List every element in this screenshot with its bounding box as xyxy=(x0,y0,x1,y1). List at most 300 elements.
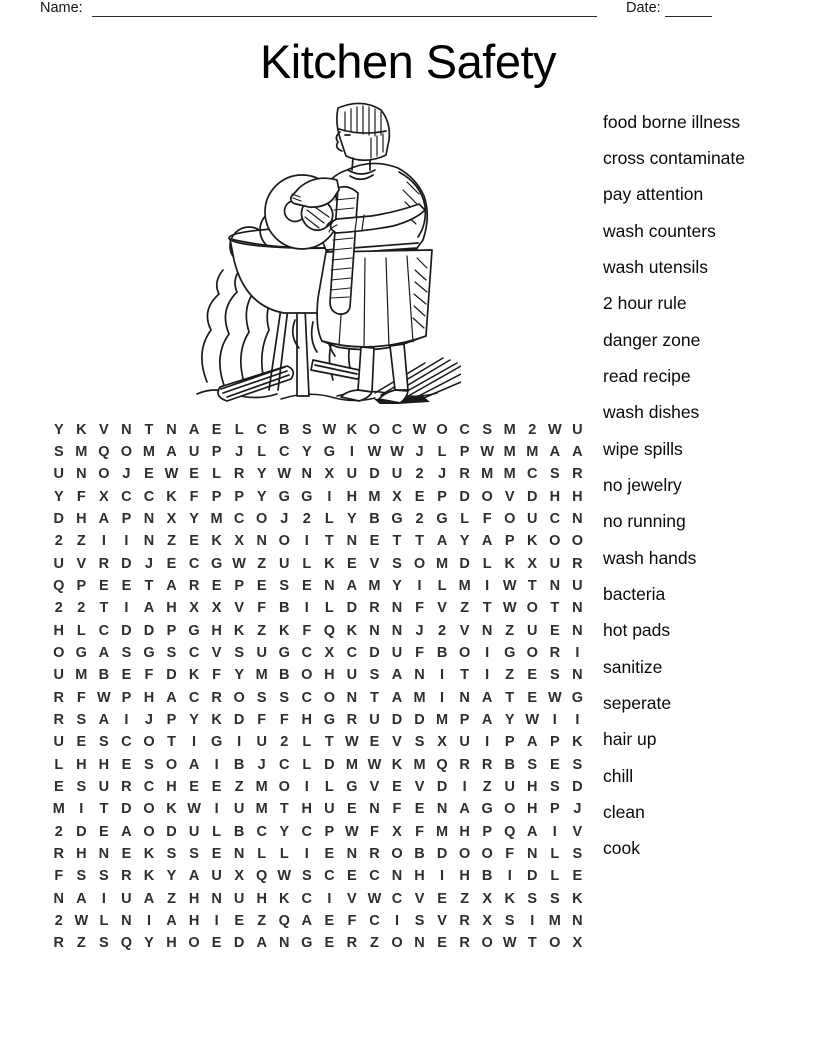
grid-cell: M xyxy=(526,443,539,460)
grid-cell: D xyxy=(391,711,403,728)
grid-cell: V xyxy=(414,890,425,907)
grid-cell: M xyxy=(75,667,88,684)
grid-cell: 2 xyxy=(415,466,424,483)
grid-cell: E xyxy=(121,756,132,773)
grid-cell: M xyxy=(503,466,516,483)
grid-cell: G xyxy=(278,488,290,505)
grid-cell: M xyxy=(368,488,381,505)
grid-cell: H xyxy=(76,845,87,862)
word-list-item: clean xyxy=(603,801,645,822)
grid-cell: A xyxy=(391,689,403,706)
grid-cell: H xyxy=(414,868,425,885)
grid-cell: M xyxy=(345,756,358,773)
grid-cell: N xyxy=(346,845,358,862)
grid-cell: U xyxy=(53,466,65,483)
grid-cell: Z xyxy=(257,555,267,572)
grid-cell: U xyxy=(324,801,335,818)
grid-cell: X xyxy=(99,488,109,505)
grid-cell: F xyxy=(279,711,289,728)
grid-cell: L xyxy=(302,734,312,751)
word-list-item: chill xyxy=(603,765,634,786)
grid-cell: K xyxy=(233,622,245,639)
grid-row xyxy=(48,843,589,865)
grid-cell: R xyxy=(459,912,470,929)
grid-cell: A xyxy=(481,689,493,706)
grid-cell: F xyxy=(347,912,357,929)
grid-cell: L xyxy=(54,756,64,773)
grid-cell: N xyxy=(301,466,313,483)
grid-cell: N xyxy=(527,845,538,862)
grid-cell: E xyxy=(414,801,425,818)
grid-cell: W xyxy=(97,689,111,706)
grid-row xyxy=(48,419,589,441)
grid-cell: O xyxy=(188,935,200,952)
grid-cell: A xyxy=(98,711,110,728)
grid-cell: S xyxy=(99,935,109,952)
grid-cell: L xyxy=(437,443,447,460)
grid-cell: Q xyxy=(436,756,448,773)
grid-cell: K xyxy=(188,667,200,684)
grid-cell: N xyxy=(143,533,155,550)
grid-cell: D xyxy=(324,756,335,773)
grid-cell: 2 xyxy=(77,600,86,617)
grid-cell: A xyxy=(572,443,583,460)
grid-row xyxy=(48,619,589,641)
grid-cell: X xyxy=(482,912,492,929)
grid-cell: U xyxy=(98,778,110,795)
grid-cell: T xyxy=(527,577,537,594)
grid-cell: S xyxy=(76,711,87,728)
grid-row xyxy=(48,731,589,753)
grid-cell: P xyxy=(549,801,560,818)
grid-cell: V xyxy=(211,644,222,661)
grid-cell: E xyxy=(369,734,380,751)
grid-cell: D xyxy=(459,488,470,505)
grid-cell: Q xyxy=(278,912,290,929)
grid-cell: V xyxy=(347,890,357,907)
grid-cell: S xyxy=(527,756,538,773)
grid-cell: U xyxy=(572,421,583,438)
grid-cell: J xyxy=(438,466,447,483)
grid-cell: C xyxy=(121,488,132,505)
grid-cell: R xyxy=(53,845,65,862)
grid-cell: I xyxy=(485,667,490,684)
grid-cell: F xyxy=(54,868,64,885)
grid-cell: Y xyxy=(256,466,267,483)
grid-cell: O xyxy=(143,734,155,751)
grid-cell: 2 xyxy=(54,912,63,929)
grid-cell: X xyxy=(234,868,244,885)
grid-cell: T xyxy=(550,600,560,617)
grid-cell: A xyxy=(98,510,110,527)
grid-cell: A xyxy=(527,734,538,751)
grid-cell: H xyxy=(459,823,470,840)
grid-cell: E xyxy=(211,778,222,795)
grid-cell: P xyxy=(166,622,177,639)
word-list-item: pay attention xyxy=(603,184,704,205)
grid-cell: I xyxy=(237,734,242,751)
word-list-item: hair up xyxy=(603,729,657,750)
grid-cell: S xyxy=(144,756,154,773)
grid-cell: X xyxy=(166,510,177,527)
grid-cell: S xyxy=(279,689,290,706)
word-list-item: seperate xyxy=(603,692,672,713)
grid-cell: H xyxy=(98,756,110,773)
grid-cell: 2 xyxy=(438,622,447,639)
grid-cell: R xyxy=(233,466,245,483)
grid-cell: H xyxy=(301,711,313,728)
grid-cell: A xyxy=(188,868,200,885)
grid-cell: W xyxy=(502,935,517,952)
grid-row xyxy=(48,753,589,775)
grid-row xyxy=(48,485,589,507)
grid-cell: Z xyxy=(76,533,86,550)
grid-cell: H xyxy=(527,801,538,818)
grid-cell: R xyxy=(481,756,493,773)
grid-cell: D xyxy=(572,778,583,795)
grid-row xyxy=(48,530,589,552)
grid-cell: A xyxy=(143,890,155,907)
grid-cell: R xyxy=(211,689,222,706)
grid-cell: L xyxy=(550,845,560,862)
grid-cell: N xyxy=(279,935,290,952)
grid-cell: L xyxy=(302,756,312,773)
grid-cell: L xyxy=(212,823,222,840)
grid-cell: E xyxy=(189,533,199,550)
grid-cell: F xyxy=(212,667,222,684)
grid-cell: P xyxy=(459,443,470,460)
grid-cell: N xyxy=(549,577,561,594)
grid-cell: S xyxy=(549,890,560,907)
grid-cell: H xyxy=(188,912,200,929)
grid-cell: K xyxy=(527,533,538,550)
grid-cell: V xyxy=(234,600,244,617)
word-list-item: wipe spills xyxy=(603,438,683,459)
word-list-item: wash dishes xyxy=(603,402,700,423)
grid-cell: P xyxy=(121,689,132,706)
grid-cell: R xyxy=(346,711,358,728)
grid-cell: I xyxy=(485,577,490,594)
grid-cell: O xyxy=(143,823,155,840)
grid-cell: N xyxy=(572,600,583,617)
grid-cell: A xyxy=(256,935,267,952)
grid-cell: Q xyxy=(53,577,65,594)
grid-cell: D xyxy=(166,667,177,684)
grid-cell: O xyxy=(278,533,290,550)
grid-cell: N xyxy=(166,421,177,438)
grid-cell: C xyxy=(279,756,290,773)
grid-cell: X xyxy=(324,644,335,661)
grid-cell: A xyxy=(527,823,538,840)
grid-cell: 2 xyxy=(302,510,311,527)
grid-cell: G xyxy=(323,443,335,460)
grid-cell: A xyxy=(481,711,493,728)
grid-cell: 2 xyxy=(280,734,289,751)
name-fill-line[interactable] xyxy=(92,0,597,17)
grid-cell: J xyxy=(122,466,131,483)
grid-cell: C xyxy=(188,555,200,572)
grid-cell: E xyxy=(53,778,64,795)
grid-cell: O xyxy=(391,935,403,952)
grid-cell: H xyxy=(572,488,583,505)
grid-cell: W xyxy=(277,466,292,483)
grid-cell: D xyxy=(414,711,425,728)
grid-cell: B xyxy=(279,667,290,684)
grid-cell: M xyxy=(503,421,516,438)
word-list-item: food borne illness xyxy=(603,111,741,132)
grid-cell: X xyxy=(324,466,335,483)
grid-cell: P xyxy=(324,823,335,840)
grid-cell: Z xyxy=(460,890,470,907)
grid-cell: S xyxy=(189,845,199,862)
grid-cell: C xyxy=(459,421,470,438)
grid-cell: Z xyxy=(370,935,379,952)
grid-cell: E xyxy=(99,577,109,594)
grid-cell: D xyxy=(143,622,155,639)
grid-cell: E xyxy=(324,912,335,929)
word-list-item: bacteria xyxy=(603,583,666,604)
grid-cell: N xyxy=(121,912,132,929)
grid-cell: B xyxy=(481,868,493,885)
word-list-item: wash utensils xyxy=(603,256,709,277)
grid-cell: V xyxy=(392,734,402,751)
grid-cell: F xyxy=(257,600,267,617)
grid-cell: N xyxy=(572,912,583,929)
grid-cell: Z xyxy=(76,935,86,952)
grid-cell: A xyxy=(391,667,403,684)
grid-cell: I xyxy=(214,756,219,773)
grid-cell: E xyxy=(99,823,109,840)
grid-cell: L xyxy=(257,845,267,862)
grid-cell: 2 xyxy=(54,533,63,550)
grid-cell: S xyxy=(504,912,515,929)
grid-cell: O xyxy=(256,510,268,527)
grid-cell: N xyxy=(572,667,583,684)
grid-cell: F xyxy=(392,801,402,818)
date-fill-line[interactable] xyxy=(665,0,712,17)
grid-cell: D xyxy=(527,488,538,505)
grid-cell: A xyxy=(166,689,177,706)
grid-cell: U xyxy=(346,466,358,483)
grid-cell: H xyxy=(166,935,177,952)
grid-cell: G xyxy=(323,711,335,728)
grid-cell: E xyxy=(211,845,222,862)
word-search-grid xyxy=(48,419,589,955)
grid-cell: H xyxy=(346,488,358,505)
grid-cell: U xyxy=(504,778,515,795)
grid-cell: I xyxy=(575,711,580,728)
grid-cell: H xyxy=(188,890,200,907)
grid-cell: K xyxy=(76,421,87,438)
grid-cell: P xyxy=(166,711,177,728)
grid-cell: P xyxy=(211,443,222,460)
grid-cell: O xyxy=(120,443,133,460)
grid-cell: U xyxy=(53,734,65,751)
grid-cell: S xyxy=(76,778,87,795)
grid-cell: O xyxy=(413,555,426,572)
grid-cell: G xyxy=(210,734,223,751)
grid-cell: D xyxy=(233,711,245,728)
grid-cell: A xyxy=(143,600,155,617)
grid-cell: P xyxy=(482,823,492,840)
grid-cell: S xyxy=(301,421,312,438)
grid-cell: N xyxy=(143,510,155,527)
grid-cell: E xyxy=(144,466,154,483)
grid-cell: D xyxy=(369,466,380,483)
grid-cell: H xyxy=(459,868,470,885)
grid-cell: X xyxy=(482,890,492,907)
grid-cell: S xyxy=(482,421,492,438)
grid-cell: C xyxy=(301,823,313,840)
grid-cell: O xyxy=(504,801,516,818)
grid-cell: E xyxy=(76,734,87,751)
grid-cell: I xyxy=(192,734,197,751)
grid-cell: I xyxy=(146,912,151,929)
grid-cell: D xyxy=(527,868,538,885)
grid-cell: T xyxy=(392,533,402,550)
word-list-item: sanitize xyxy=(603,656,663,677)
grid-cell: U xyxy=(527,622,538,639)
grid-cell: S xyxy=(234,644,244,661)
grid-cell: T xyxy=(505,689,515,706)
grid-cell: I xyxy=(440,667,445,684)
grid-cell: M xyxy=(52,801,65,818)
grid-cell: G xyxy=(504,644,516,661)
grid-cell: N xyxy=(324,577,335,594)
grid-cell: B xyxy=(369,510,380,527)
grid-cell: F xyxy=(76,689,86,706)
grid-cell: E xyxy=(392,778,402,795)
grid-cell: G xyxy=(301,935,313,952)
grid-cell: E xyxy=(189,778,199,795)
grid-cell: T xyxy=(144,421,154,438)
grid-cell: E xyxy=(121,577,132,594)
grid-cell: A xyxy=(166,577,177,594)
grid-cell: I xyxy=(124,600,129,617)
grid-cell: J xyxy=(235,443,244,460)
grid-cell: Y xyxy=(256,488,267,505)
grid-cell: O xyxy=(53,644,65,661)
grid-cell: K xyxy=(143,845,155,862)
grid-cell: C xyxy=(369,912,380,929)
grid-cell: I xyxy=(327,488,332,505)
grid-cell: K xyxy=(143,868,155,885)
grid-cell: B xyxy=(279,600,290,617)
grid-cell: E xyxy=(234,912,244,929)
word-list-item: danger zone xyxy=(603,329,701,350)
grid-cell: T xyxy=(99,801,109,818)
grid-cell: Y xyxy=(189,510,199,527)
grid-cell: I xyxy=(417,577,422,594)
grid-cell: N xyxy=(481,622,493,639)
grid-cell: W xyxy=(547,689,562,706)
grid-cell: P xyxy=(211,488,222,505)
grid-cell: U xyxy=(233,890,245,907)
grid-cell: S xyxy=(572,845,583,862)
grid-cell: Z xyxy=(505,667,515,684)
grid-cell: M xyxy=(75,443,88,460)
grid-cell: D xyxy=(53,510,65,527)
grid-cell: J xyxy=(280,510,289,527)
grid-cell: N xyxy=(53,890,65,907)
grid-cell: X xyxy=(189,600,199,617)
grid-cell: Q xyxy=(120,935,133,952)
grid-cell: S xyxy=(279,577,290,594)
grid-cell: S xyxy=(76,868,87,885)
grid-cell: O xyxy=(143,801,155,818)
grid-cell: K xyxy=(166,488,177,505)
grid-cell: N xyxy=(98,845,110,862)
grid-cell: H xyxy=(301,801,313,818)
grid-cell: O xyxy=(481,488,493,505)
grid-cell: E xyxy=(572,868,583,885)
grid-cell: S xyxy=(53,443,64,460)
grid-cell: I xyxy=(124,711,129,728)
grid-cell: U xyxy=(233,801,245,818)
grid-cell: D xyxy=(459,555,470,572)
grid-cell: J xyxy=(144,711,153,728)
grid-cell: I xyxy=(552,711,557,728)
grid-row xyxy=(48,664,589,686)
grid-cell: E xyxy=(369,533,380,550)
grid-cell: I xyxy=(507,868,512,885)
grid-cell: C xyxy=(143,778,155,795)
grid-cell: L xyxy=(482,555,492,572)
grid-row xyxy=(48,910,589,932)
grid-cell: L xyxy=(99,912,109,929)
grid-cell: Z xyxy=(234,778,244,795)
grid-cell: L xyxy=(324,778,334,795)
grid-cell: K xyxy=(391,756,403,773)
grid-cell: Z xyxy=(482,778,492,795)
grid-cell: I xyxy=(214,801,219,818)
grid-cell: G xyxy=(436,510,448,527)
grid-cell: E xyxy=(414,488,425,505)
grid-cell: O xyxy=(458,644,471,661)
grid-cell: S xyxy=(166,644,177,661)
grid-cell: J xyxy=(257,756,266,773)
grid-cell: O xyxy=(526,600,538,617)
grid-cell: S xyxy=(414,734,425,751)
grid-cell: D xyxy=(166,823,177,840)
grid-cell: R xyxy=(459,756,470,773)
grid-cell: R xyxy=(346,935,358,952)
grid-cell: D xyxy=(436,778,448,795)
grid-cell: H xyxy=(527,778,538,795)
grid-cell: X xyxy=(392,488,402,505)
grid-cell: I xyxy=(349,443,354,460)
grid-cell: O xyxy=(504,510,516,527)
grid-cell: N xyxy=(76,466,87,483)
grid-cell: S xyxy=(392,555,402,572)
grid-cell: V xyxy=(369,555,380,572)
grid-cell: K xyxy=(504,555,515,572)
grid-row xyxy=(48,642,589,664)
grid-cell: E xyxy=(121,845,132,862)
grid-cell: E xyxy=(549,622,560,639)
grid-cell: W xyxy=(367,890,382,907)
grid-cell: S xyxy=(527,890,538,907)
grid-cell: J xyxy=(415,622,424,639)
grid-cell: S xyxy=(166,845,177,862)
grid-cell: V xyxy=(437,912,447,929)
grid-cell: B xyxy=(98,667,110,684)
grid-cell: J xyxy=(573,801,582,818)
grid-cell: U xyxy=(211,868,222,885)
grid-cell: U xyxy=(572,577,583,594)
grid-row xyxy=(48,709,589,731)
grid-cell: G xyxy=(391,510,403,527)
